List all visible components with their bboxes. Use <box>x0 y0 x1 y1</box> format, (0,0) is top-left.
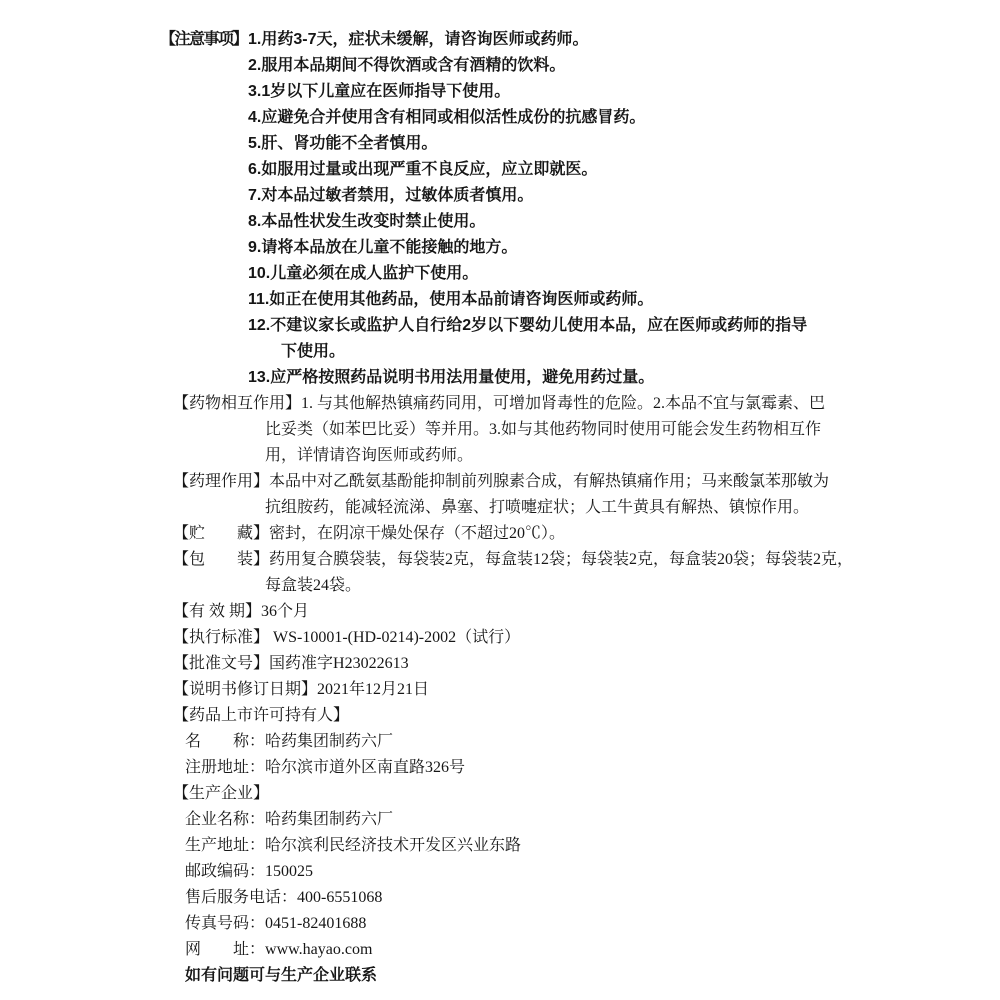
section-text: 密封，在阴凉干燥处保存（不超过20℃）。 <box>269 525 566 542</box>
section-label: 【包 装】 <box>173 551 270 568</box>
section-text: WS-10001-(HD-0214)-2002（试行） <box>269 629 521 646</box>
section-line <box>173 521 1000 547</box>
manufacturer-service-phone-row <box>185 885 1000 911</box>
precaution-item-2: 2.服用本品期间不得饮酒或含有酒精的饮料。 <box>248 57 566 74</box>
section-line <box>173 469 1000 495</box>
precaution-item-7: 7.对本品过敏者禁用，过敏体质者慎用。 <box>248 187 534 204</box>
section-line <box>173 781 1000 807</box>
field-value: 0451-82401688 <box>265 915 367 932</box>
section-pharmacology <box>0 469 1000 521</box>
manufacturer-postcode-row <box>185 859 1000 885</box>
precaution-item-5: 5.肝、肾功能不全者慎用。 <box>248 135 438 152</box>
precaution-item-8: 8.本品性状发生改变时禁止使用。 <box>248 213 486 230</box>
field-key: 生产地址： <box>185 837 266 854</box>
section-line <box>173 599 1000 625</box>
precautions-label: 【注意事项】 <box>160 31 248 48</box>
section-manufacturer <box>0 781 1000 807</box>
section-line: 抗组胺药，能减轻流涕、鼻塞、打喷嚏症状；人工牛黄具有解热、镇惊作用。 <box>265 499 810 516</box>
section-label: 【批准文号】 <box>173 655 270 672</box>
section-label: 【说明书修订日期】 <box>173 681 318 698</box>
section-line <box>173 625 1000 651</box>
section-precautions <box>160 27 1000 391</box>
manufacturer-name-row <box>185 807 1000 833</box>
precaution-item-9: 9.请将本品放在儿童不能接触的地方。 <box>248 239 518 256</box>
section-label: 【执行标准】 <box>173 629 270 646</box>
precaution-item-10: 10.儿童必须在成人监护下使用。 <box>248 265 479 282</box>
manufacturer-address-row <box>185 833 1000 859</box>
precaution-item-1: 1.用药3-7天，症状未缓解，请咨询医师或药师。 <box>248 31 589 48</box>
leaflet-body <box>0 27 1000 989</box>
field-key: 名 称： <box>185 733 266 750</box>
section-revision-date <box>0 677 1000 703</box>
section-line <box>173 391 1000 417</box>
field-key: 邮政编码： <box>185 863 266 880</box>
field-key: 售后服务电话： <box>185 889 298 906</box>
precaution-item-13: 13.应严格按照药品说明书用法用量使用，避免用药过量。 <box>248 369 655 386</box>
section-text: 国药准字H23022613 <box>269 655 409 672</box>
precaution-item-12: 12.不建议家长或监护人自行给2岁以下婴幼儿使用本品，应在医师或药师的指导 <box>248 317 808 334</box>
section-marketing-authorization-holder <box>0 703 1000 729</box>
precautions-items <box>248 27 807 391</box>
section-line <box>173 651 1000 677</box>
precaution-item-11: 11.如正在使用其他药品，使用本品前请咨询医师或药师。 <box>248 291 654 308</box>
section-storage <box>0 521 1000 547</box>
field-key: 注册地址： <box>185 759 266 776</box>
section-line: 每盒装24袋。 <box>265 577 362 594</box>
field-key: 传真号码： <box>185 915 266 932</box>
field-value: 哈尔滨市道外区南直路326号 <box>265 759 466 776</box>
section-text: 2021年12月21日 <box>317 681 430 698</box>
precaution-item-6: 6.如服用过量或出现严重不良反应，应立即就医。 <box>248 161 598 178</box>
field-value: www.hayao.com <box>265 941 373 958</box>
section-label: 【药物相互作用】 <box>173 395 302 412</box>
section-line: 用，详情请咨询医师或药师。 <box>265 447 474 464</box>
section-standard <box>0 625 1000 651</box>
field-value: 哈尔滨利民经济技术开发区兴业东路 <box>265 837 522 854</box>
section-approval-number <box>0 651 1000 677</box>
section-line: 比妥类（如苯巴比妥）等并用。3.如与其他药物同时使用可能会发生药物相互作 <box>265 421 822 438</box>
section-label: 【药理作用】 <box>173 473 270 490</box>
precaution-item-12-continuation: 下使用。 <box>281 343 346 360</box>
footer-contact-note: 如有问题可与生产企业联系 <box>185 967 378 984</box>
holder-name-row <box>185 729 1000 755</box>
field-key: 企业名称： <box>185 811 266 828</box>
field-value: 哈药集团制药六厂 <box>265 811 394 828</box>
section-packaging <box>0 547 1000 599</box>
section-label: 【生产企业】 <box>173 785 270 802</box>
section-line <box>173 703 1000 729</box>
section-text: 1. 与其他解热镇痛药同用，可增加肾毒性的危险。2.本品不宜与氯霉素、巴 <box>301 395 826 412</box>
section-text: 药用复合膜袋装，每袋装2克，每盒装12袋；每袋装2克，每盒装20袋；每袋装2克， <box>269 551 854 568</box>
manufacturer-website-row <box>185 937 1000 963</box>
precaution-item-3: 3.1岁以下儿童应在医师指导下使用。 <box>248 83 511 100</box>
section-label: 【有 效 期】 <box>173 603 262 620</box>
field-key: 网 址： <box>185 941 266 958</box>
section-line <box>173 677 1000 703</box>
manufacturer-fax-row <box>185 911 1000 937</box>
precaution-item-4: 4.应避免合并使用含有相同或相似活性成份的抗感冒药。 <box>248 109 646 126</box>
field-value: 150025 <box>265 863 314 880</box>
holder-address-row <box>185 755 1000 781</box>
section-label: 【贮 藏】 <box>173 525 270 542</box>
field-value: 哈药集团制药六厂 <box>265 733 394 750</box>
section-text: 36个月 <box>261 603 310 620</box>
section-drug-interactions <box>0 391 1000 469</box>
section-line <box>173 547 1000 573</box>
field-value: 400-6551068 <box>297 889 383 906</box>
section-text: 本品中对乙酰氨基酚能抑制前列腺素合成，有解热镇痛作用；马来酸氯苯那敏为 <box>269 473 830 490</box>
section-validity <box>0 599 1000 625</box>
section-label: 【药品上市许可持有人】 <box>173 707 350 724</box>
